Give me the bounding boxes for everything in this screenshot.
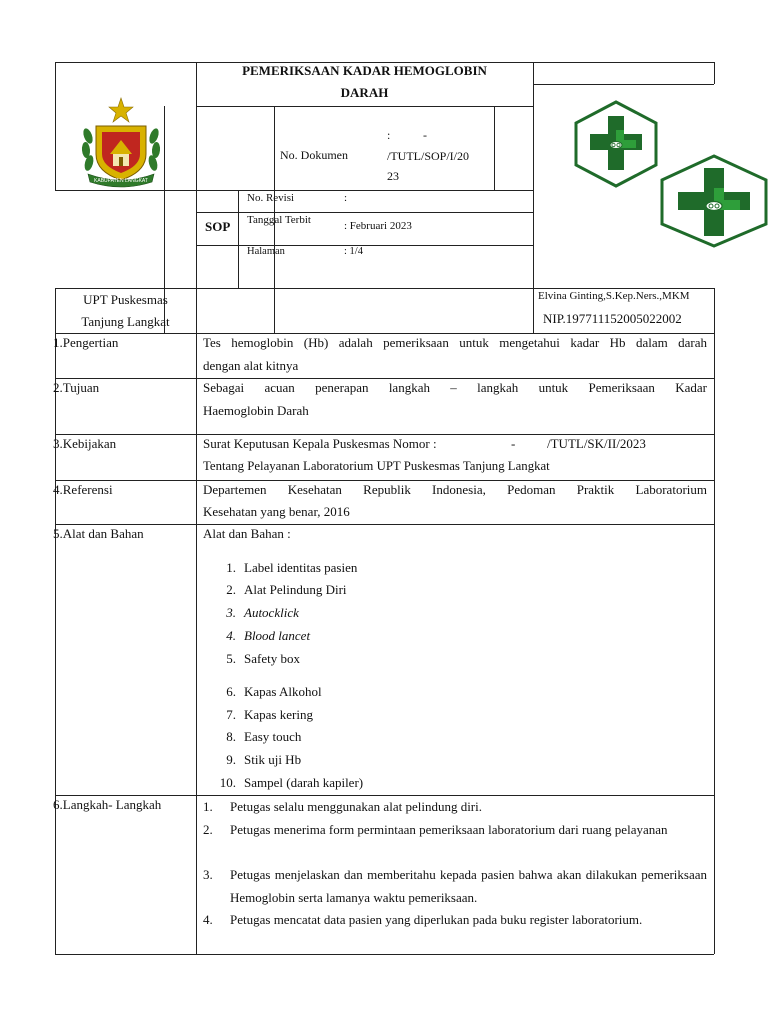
kebijakan-line-2: Tentang Pelayanan Laboratorium UPT Puskesmas Tanjung Langkat bbox=[203, 459, 550, 473]
halaman-value: : 1/4 bbox=[344, 246, 363, 257]
list-item: 9. Stik uji Hb bbox=[226, 752, 302, 767]
sop-label: SOP bbox=[205, 219, 231, 234]
list-item: 10. Sampel (darah kapiler) bbox=[219, 775, 364, 790]
no-dokumen-value-1: /TUTL/SOP/I/20 bbox=[387, 149, 470, 163]
list-item: 4. Blood lancet bbox=[226, 628, 311, 643]
list-item: 7. Kapas kering bbox=[226, 707, 313, 722]
section-label-alat-bahan: 5.Alat dan Bahan bbox=[53, 526, 144, 541]
alat-bahan-heading: Alat dan Bahan : bbox=[203, 526, 291, 541]
no-dokumen-value-2: 23 bbox=[387, 169, 399, 183]
halaman-label: Halaman bbox=[247, 246, 285, 257]
referensi-line-2: Kesehatan yang benar, 2016 bbox=[203, 504, 350, 519]
section-label-pengertian: 1.Pengertian bbox=[53, 335, 119, 350]
langkat-regency-logo bbox=[78, 96, 164, 188]
section-label-referensi: 4.Referensi bbox=[53, 482, 113, 497]
logo-banner-text: KABUPATEN LANGKAT bbox=[94, 178, 148, 184]
no-dokumen-label: No. Dokumen bbox=[280, 148, 348, 162]
step-item: 4. Petugas mencatat data pasien yang diperlukan pada buku register laboratorium. bbox=[203, 912, 643, 927]
section-label-langkah: 6.Langkah- Langkah bbox=[53, 797, 162, 812]
no-revisi-label: No. Revisi bbox=[247, 192, 295, 204]
list-item: 5. Safety box bbox=[226, 651, 300, 666]
tujuan-line-2: Haemoglobin Darah bbox=[203, 403, 309, 418]
section-label-kebijakan: 3.Kebijakan bbox=[53, 436, 117, 451]
pengertian-line-2: dengan alat kitnya bbox=[203, 358, 299, 373]
no-dokumen-dash: - bbox=[423, 128, 427, 142]
document-title bbox=[196, 60, 533, 104]
step-item: 3. Petugas menjelaskan dan memberitahu kepada pasien bahwa akan dilakukan pemeriksaan Hemoglobin serta lamanya waktu pemeriksaan. bbox=[203, 867, 707, 905]
organization-line-1: UPT Puskesmas bbox=[83, 292, 168, 307]
signer-nip: NIP.197711152005022002 bbox=[543, 311, 682, 326]
kebijakan-line-1a: Surat Keputusan Kepala Puskesmas Nomor : bbox=[203, 436, 437, 451]
list-item: 3. Autocklick bbox=[226, 605, 299, 620]
step-item: 1. Petugas selalu menggunakan alat pelindung diri. bbox=[203, 799, 482, 814]
tanggal-terbit-label: Tanggal Terbit bbox=[247, 214, 311, 226]
step-item: 2. Petugas menerima form permintaan pemeriksaan laboratorium dari ruang pelayanan bbox=[203, 822, 668, 837]
pengertian-line-1: Tes hemoglobin (Hb) adalah pemeriksaan untuk mengetahui kadar Hb dalam darah bbox=[203, 335, 707, 350]
list-item: 8. Easy touch bbox=[226, 729, 302, 744]
kebijakan-line-1c: /TUTL/SK/II/2023 bbox=[547, 436, 646, 451]
list-item: 1. Label identitas pasien bbox=[226, 560, 358, 575]
title-line-2: DARAH bbox=[340, 85, 389, 100]
section-label-tujuan: 2.Tujuan bbox=[53, 380, 100, 395]
puskesmas-logo-small bbox=[574, 100, 658, 188]
referensi-line-1: Departemen Kesehatan Republik Indonesia, Pedoman Praktik Laboratorium bbox=[203, 482, 707, 497]
kebijakan-line-1b: - bbox=[511, 436, 516, 451]
puskesmas-logo-large bbox=[660, 154, 768, 248]
no-dokumen-sep: : bbox=[387, 128, 391, 142]
list-item: 6. Kapas Alkohol bbox=[226, 684, 322, 699]
tujuan-line-1: Sebagai acuan penerapan langkah – langkah untuk Pemeriksaan Kadar bbox=[203, 380, 707, 395]
no-revisi-sep: : bbox=[344, 192, 348, 204]
tanggal-terbit-value: : Februari 2023 bbox=[344, 220, 412, 232]
organization-name bbox=[55, 289, 196, 333]
title-line-1: PEMERIKSAAN KADAR HEMOGLOBIN bbox=[242, 63, 487, 78]
signer-name: Elvina Ginting,S.Kep.Ners.,MKM bbox=[538, 290, 690, 302]
organization-line-2: Tanjung Langkat bbox=[81, 314, 170, 329]
list-item: 2. Alat Pelindung Diri bbox=[226, 582, 347, 597]
